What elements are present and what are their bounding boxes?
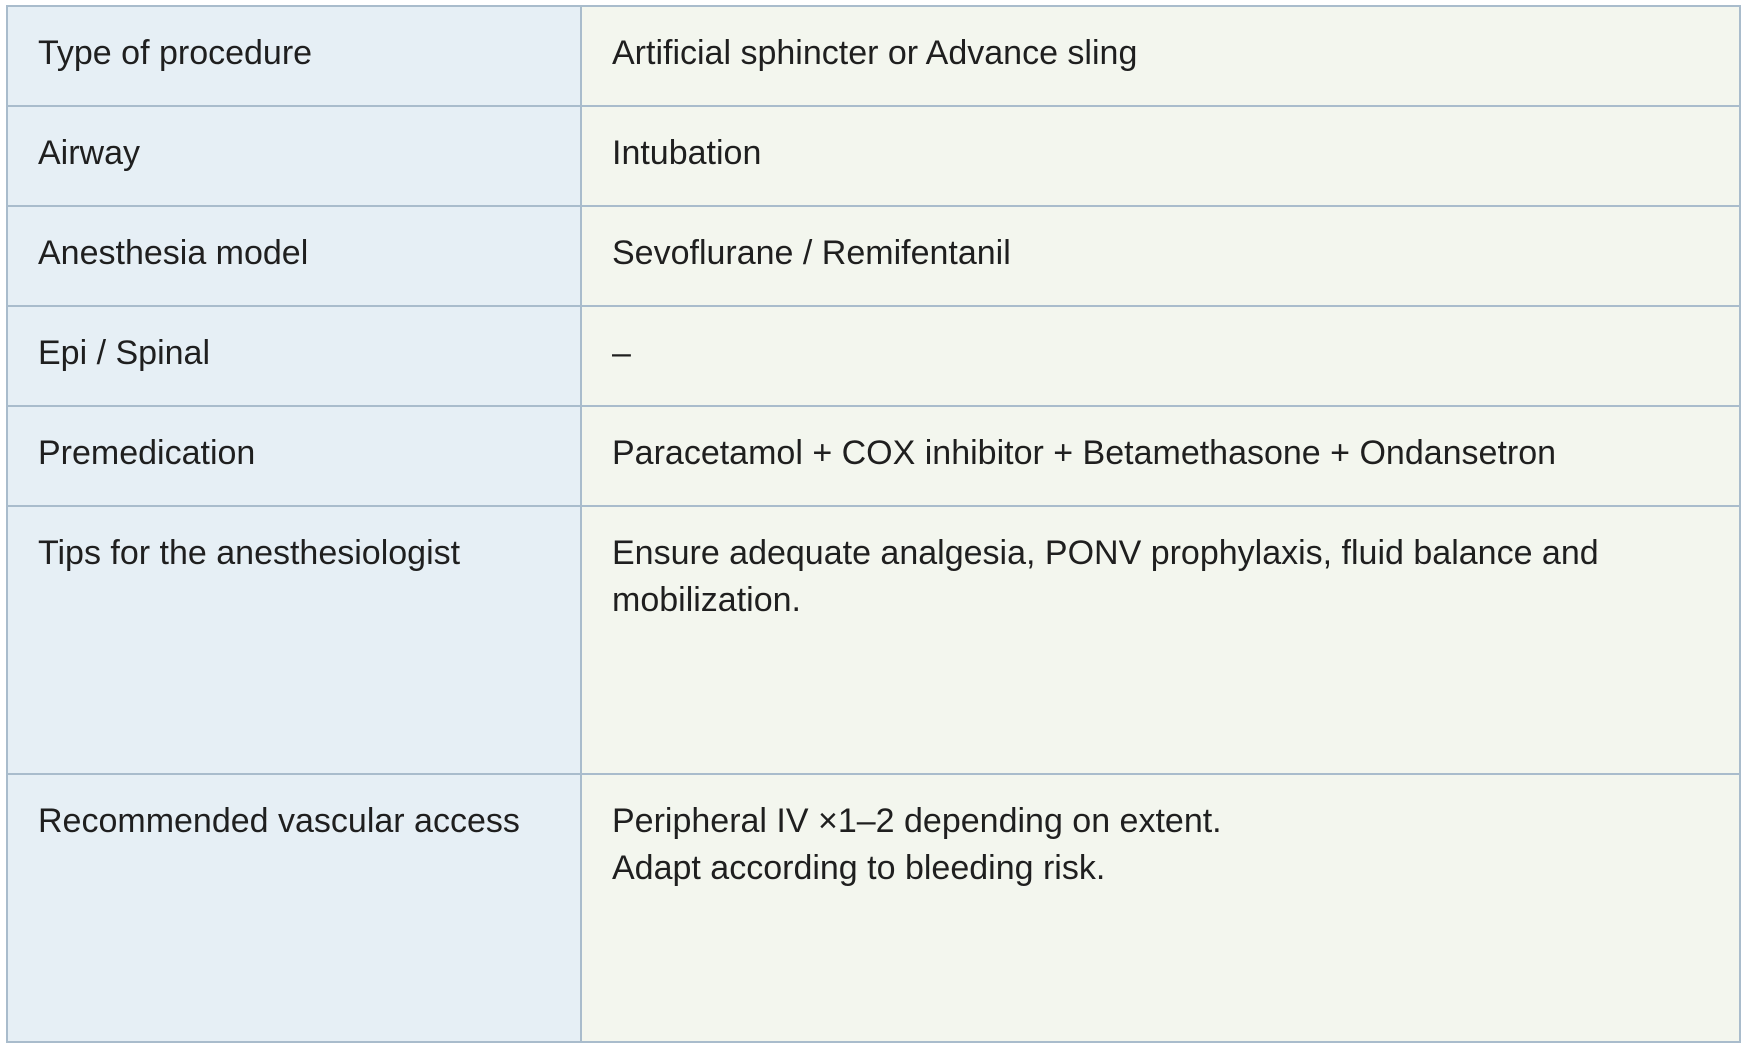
row-value (581, 6, 1740, 106)
row-label: Anesthesia model (7, 206, 581, 306)
row-value-line: Ensure adequate analgesia, PONV prophylaxis, fluid balance and mobilization. (612, 534, 1599, 619)
row-value-line: Peripheral IV ×1–2 depending on extent. (612, 802, 1222, 840)
row-value (581, 206, 1740, 306)
row-value-line: Artificial sphincter or Advance sling (612, 34, 1138, 72)
row-label: Tips for the anesthesiologist (7, 506, 581, 774)
row-value (581, 406, 1740, 506)
row-value (581, 306, 1740, 406)
row-value-line: Adapt according to bleeding risk. (612, 849, 1106, 887)
row-value-line: Paracetamol + COX inhibitor + Betamethasone + Ondansetron (612, 434, 1557, 472)
row-label: Airway (7, 106, 581, 206)
row-value (581, 774, 1740, 1042)
row-label: Epi / Spinal (7, 306, 581, 406)
row-label: Recommended vascular access (7, 774, 581, 1042)
table-row (7, 6, 1740, 106)
table-row (7, 106, 1740, 206)
anesthesia-info-table-container (6, 5, 1741, 1043)
row-label: Type of procedure (7, 6, 581, 106)
row-value-line: – (612, 334, 631, 372)
table-row (7, 406, 1740, 506)
anesthesia-info-table (6, 5, 1741, 1043)
row-value (581, 106, 1740, 206)
table-row (7, 206, 1740, 306)
table-row (7, 506, 1740, 774)
row-label: Premedication (7, 406, 581, 506)
table-row (7, 306, 1740, 406)
row-value (581, 506, 1740, 774)
row-value-line: Sevoflurane / Remifentanil (612, 234, 1011, 272)
row-value-line: Intubation (612, 134, 762, 172)
table-row (7, 774, 1740, 1042)
